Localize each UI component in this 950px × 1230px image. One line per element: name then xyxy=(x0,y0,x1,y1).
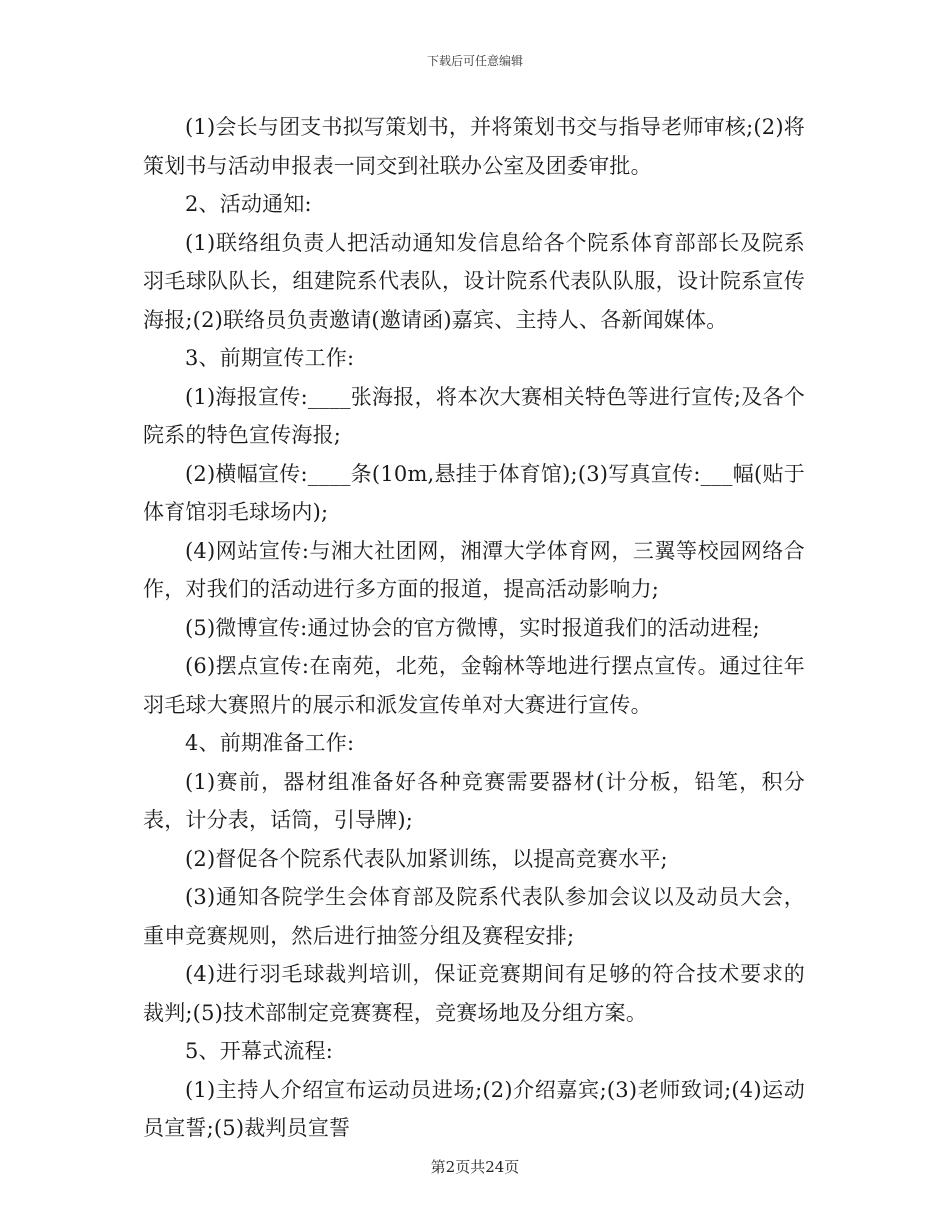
document-body xyxy=(143,108,805,1148)
heading-opening: 5、开幕式流程: xyxy=(185,1039,334,1063)
heading-activity-notice: 2、活动通知: xyxy=(185,192,312,216)
heading-publicity: 3、前期宣传工作: xyxy=(185,346,355,370)
paragraph-notice: (1)联络组负责人把活动通知发信息给各个院系体育部部长及院系羽毛球队队长，组建院系代表队，设计院系代表队队服，设计院系宣传海报;(2)联络员负责邀请(邀请函)嘉宾、主持人、各新闻媒体。 xyxy=(143,230,805,332)
paragraph-opening: (1)主持人介绍宣布运动员进场;(2)介绍嘉宾;(3)老师致词;(4)运动员宣誓;(5)裁判员宣誓 xyxy=(143,1077,805,1140)
paragraph-banner: (2)横幅宣传:____条(10m,悬挂于体育馆);(3)写真宣传:___幅(贴于体育馆羽毛球场内); xyxy=(143,461,805,524)
page-header: 下载后可任意编辑 xyxy=(426,54,523,68)
paragraph-website: (4)网站宣传:与湘大社团网，湘潭大学体育网，三翼等校园网络合作，对我们的活动进行多方面的报道，提高活动影响力; xyxy=(143,538,805,601)
paragraph-booth: (6)摆点宣传:在南苑，北苑，金翰林等地进行摆点宣传。通过往年羽毛球大赛照片的展示和派发宣传单对大赛进行宣传。 xyxy=(143,654,805,717)
paragraph-poster: (1)海报宣传:____张海报，将本次大赛相关特色等进行宣传;及各个院系的特色宣传海报; xyxy=(143,384,805,447)
page-number: 第2页共24页 xyxy=(430,1158,520,1176)
paragraph-weibo: (5)微博宣传:通过协会的官方微博，实时报道我们的活动进程; xyxy=(185,615,760,640)
paragraph-referee: (4)进行羽毛球裁判培训，保证竞赛期间有足够的符合技术要求的裁判;(5)技术部制定竞赛赛程，竞赛场地及分组方案。 xyxy=(143,962,805,1025)
paragraph-1: (1)会长与团支书拟写策划书，并将策划书交与指导老师审核;(2)将策划书与活动申报表一同交到社联办公室及团委审批。 xyxy=(143,115,805,178)
paragraph-equipment: (1)赛前，器材组准备好各种竞赛需要器材(计分板，铅笔，积分表，计分表，话筒，引导牌); xyxy=(143,769,805,832)
paragraph-meeting: (3)通知各院学生会体育部及院系代表队参加会议以及动员大会，重申竞赛规则，然后进行抽签分组及赛程安排; xyxy=(143,885,805,948)
heading-preparation: 4、前期准备工作: xyxy=(185,731,355,755)
paragraph-training: (2)督促各个院系代表队加紧训练，以提高竞赛水平; xyxy=(185,846,668,871)
